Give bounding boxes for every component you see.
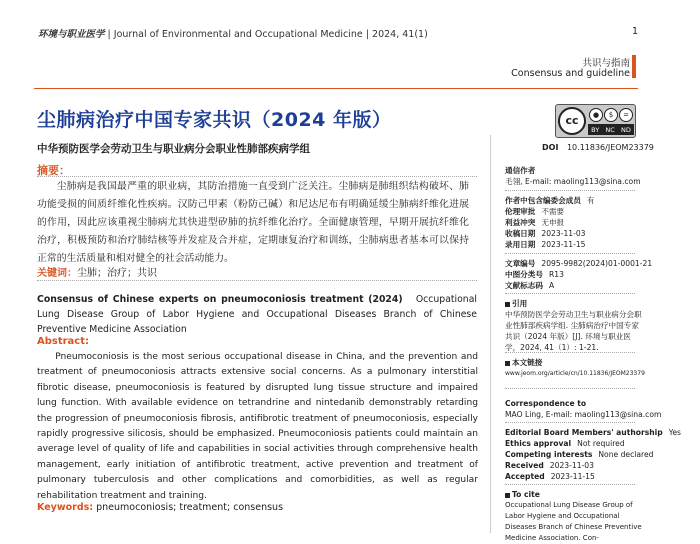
coi-value-en: Yes	[668, 428, 681, 437]
compete-value-en: None declared	[598, 450, 654, 459]
coi-value-cn: 有	[586, 196, 595, 205]
received-label-en: Received	[505, 461, 544, 470]
column-divider	[490, 135, 491, 533]
coi-label-en: Editorial Board Members' authorship	[505, 428, 663, 437]
sidebar-divider	[505, 190, 635, 191]
corr-value-en: MAO Ling, E-mail: maoling113@sina.com	[505, 410, 662, 419]
cite-icon	[505, 302, 510, 307]
sidebar-divider	[505, 422, 635, 423]
abstract-label-cn: 摘要：	[37, 164, 70, 177]
ethics-label-cn: 伦理审批	[505, 207, 536, 216]
accepted-label-en: Accepted	[505, 472, 545, 481]
abstract-divider	[37, 176, 477, 177]
received-value-en: 2023-11-03	[549, 461, 594, 470]
compete-value-cn: 无申报	[541, 218, 565, 227]
article-title-cn: 尘肺病治疗中国专家共识（2024 年版）	[37, 109, 392, 131]
link-icon	[505, 361, 510, 366]
nc-dollar-icon: $	[604, 108, 618, 122]
keywords-cn	[37, 264, 157, 279]
cite-text-cn: 中华预防医学会劳动卫生与职业病分会职业性肺部疾病学组. 尘肺病治疗中国专家共识（2024 年版）[J]. 环境与职业医学，2024, 41（1）: 1-21.	[505, 310, 642, 352]
cite-icon	[505, 493, 510, 498]
sidebar-divider	[505, 253, 635, 254]
keywords-value-en: pneumoconiosis; treatment; consensus	[96, 502, 284, 513]
doi-label: DOI	[542, 143, 559, 152]
keywords-label-en: Keywords:	[37, 502, 94, 513]
cite-label-en: To cite	[512, 490, 540, 499]
abstract-label-en: Abstract:	[37, 336, 90, 347]
cc-icon: cc	[558, 107, 586, 135]
article-link[interactable]: www.jeom.org/article/cn/10.11836/JEOM23379	[505, 370, 645, 377]
accepted-label-cn: 录用日期	[505, 240, 536, 249]
section-label-en: Consensus and guideline	[511, 68, 630, 79]
nd-equals-icon: =	[619, 108, 633, 122]
section-label-cn: 共识与指南	[582, 58, 630, 69]
journal-name-cn: 环境与职业医学	[38, 29, 105, 40]
artno-value-cn: 2095-9982(2024)01-0001-21	[541, 259, 653, 268]
accepted-value-cn: 2023-11-15	[541, 240, 586, 249]
ethics-value-cn: 不需要	[541, 207, 565, 216]
sidebar-divider	[505, 484, 635, 485]
cc-license-badge[interactable]	[555, 104, 636, 138]
cc-nc-tag: NC	[605, 125, 615, 134]
sidebar-divider	[505, 293, 635, 294]
link-label-cn: 本文链接	[512, 358, 543, 367]
article-authors-en: Occupational Lung Disease Group of Labor Hygiene and Occupational Diseases Branch of Chinese Preventive Medicine Association	[37, 294, 477, 335]
compete-label-en: Competing interests	[505, 450, 593, 459]
corr-label-en: Correspondence to	[505, 399, 587, 408]
section-accent-bar	[632, 55, 636, 78]
sidebar-article-codes	[505, 258, 652, 291]
ethics-value-en: Not required	[577, 439, 625, 448]
sidebar-cite-en	[505, 489, 645, 544]
sidebar-meta-cn	[505, 195, 595, 250]
coi-label-cn: 作者中包含编委会成员	[505, 196, 581, 205]
cite-label-cn: 引用	[512, 299, 528, 308]
abstract-cn: 尘肺病是我国最严重的职业病，其防治措施一直受到广泛关注。尘肺病是肺组织结构破坏、肺功能受损的间质纤维化性疾病。汉防己甲素（粉防己碱）和尼达尼布有明确延缓尘肺病纤维化进展的作用，因此应该重视尘肺病尤其快进型矽肺的抗纤维化治疗。全面健康管理，早期开展抗纤维化治疗，积极预防和治疗肺结核等并发症及合并症，定期康复治疗和训练，尘肺病患者基本可以保持正常的生活质量和相对健全的社会活动能力。	[37, 181, 469, 264]
keywords-value-cn: 尘肺；治疗；共识	[77, 268, 157, 279]
doi[interactable]	[542, 143, 654, 152]
corr-label-cn: 通信作者	[505, 166, 536, 175]
received-value-cn: 2023-11-03	[541, 229, 586, 238]
journal-issue: 2024, 41(1)	[372, 29, 428, 40]
artno-label-cn: 文章编号	[505, 259, 536, 268]
doi-value: 10.11836/JEOM23379	[566, 143, 654, 152]
sidebar-meta-en	[505, 427, 681, 482]
corr-value-cn: 毛翎, E-mail: maoling113@sina.com	[505, 177, 641, 186]
cite-text-en: Occupational Lung Disease Group of Labor Hygiene and Occupational Diseases Branch of Chinese Preventive Medicine Association. Con-	[505, 501, 642, 542]
clc-value-cn: R13	[548, 270, 564, 279]
sidebar-correspondence-cn	[505, 165, 641, 187]
code-value-cn: A	[548, 281, 555, 290]
sidebar-divider	[505, 352, 635, 353]
person-icon: ●	[589, 108, 603, 122]
article-title-en-block	[37, 292, 477, 337]
sidebar-correspondence-en	[505, 398, 661, 420]
header-divider	[34, 88, 638, 89]
clc-label-cn: 中图分类号	[505, 270, 543, 279]
article-authors-cn: 中华预防医学会劳动卫生与职业病分会职业性肺部疾病学组	[37, 143, 310, 155]
keywords-en	[37, 502, 283, 513]
abstract-en: Pneumoconiosis is the most serious occupational disease in China, and the prevention and treatment of pneumoconiosis attracts extensive social concerns. As a pulmonary interstitial fibrotic disease, pneumoconiosis is featured by disrupted lung tissue structure and impaired lung function. With available evidence on tetrandrine and nintedanib demonstrably retarding the progression of pneumoconiosis fibrosis, antifibrotic treatment of pneumoconiosis, especially rapidly progressive silicosis, should be emphasized. Pneumoconiosis patients could maintain an average level of quality of life and capabilities in social activities through comprehensive health management, early initiation of antifibrotic treatment, active prevention and treatment of pulmonary tuberculosis and other complications and comorbidities, as well as regular rehabilitation treatment and training.	[37, 352, 478, 501]
cc-nd-tag: ND	[620, 125, 631, 134]
accepted-value-en: 2023-11-15	[550, 472, 595, 481]
cc-by-tag: BY	[591, 125, 600, 134]
keywords-label-cn: 关键词：	[37, 268, 77, 279]
sidebar-link	[505, 357, 645, 379]
keywords-divider	[37, 280, 477, 281]
page-number: 1	[631, 26, 638, 37]
received-label-cn: 收稿日期	[505, 229, 536, 238]
article-title-en: Consensus of Chinese experts on pneumoconiosis treatment (2024)	[37, 294, 403, 305]
code-label-cn: 文献标志码	[505, 281, 543, 290]
journal-name-en: Journal of Environmental and Occupational Medicine	[113, 29, 363, 40]
sidebar-cite-cn	[505, 298, 645, 353]
sidebar-divider	[505, 388, 635, 389]
ethics-label-en: Ethics approval	[505, 439, 572, 448]
compete-label-cn: 利益冲突	[505, 218, 536, 227]
running-header: 环境与职业医学 | Journal of Environmental and Occupational Medicine | 2024, 41(1)	[38, 29, 428, 40]
